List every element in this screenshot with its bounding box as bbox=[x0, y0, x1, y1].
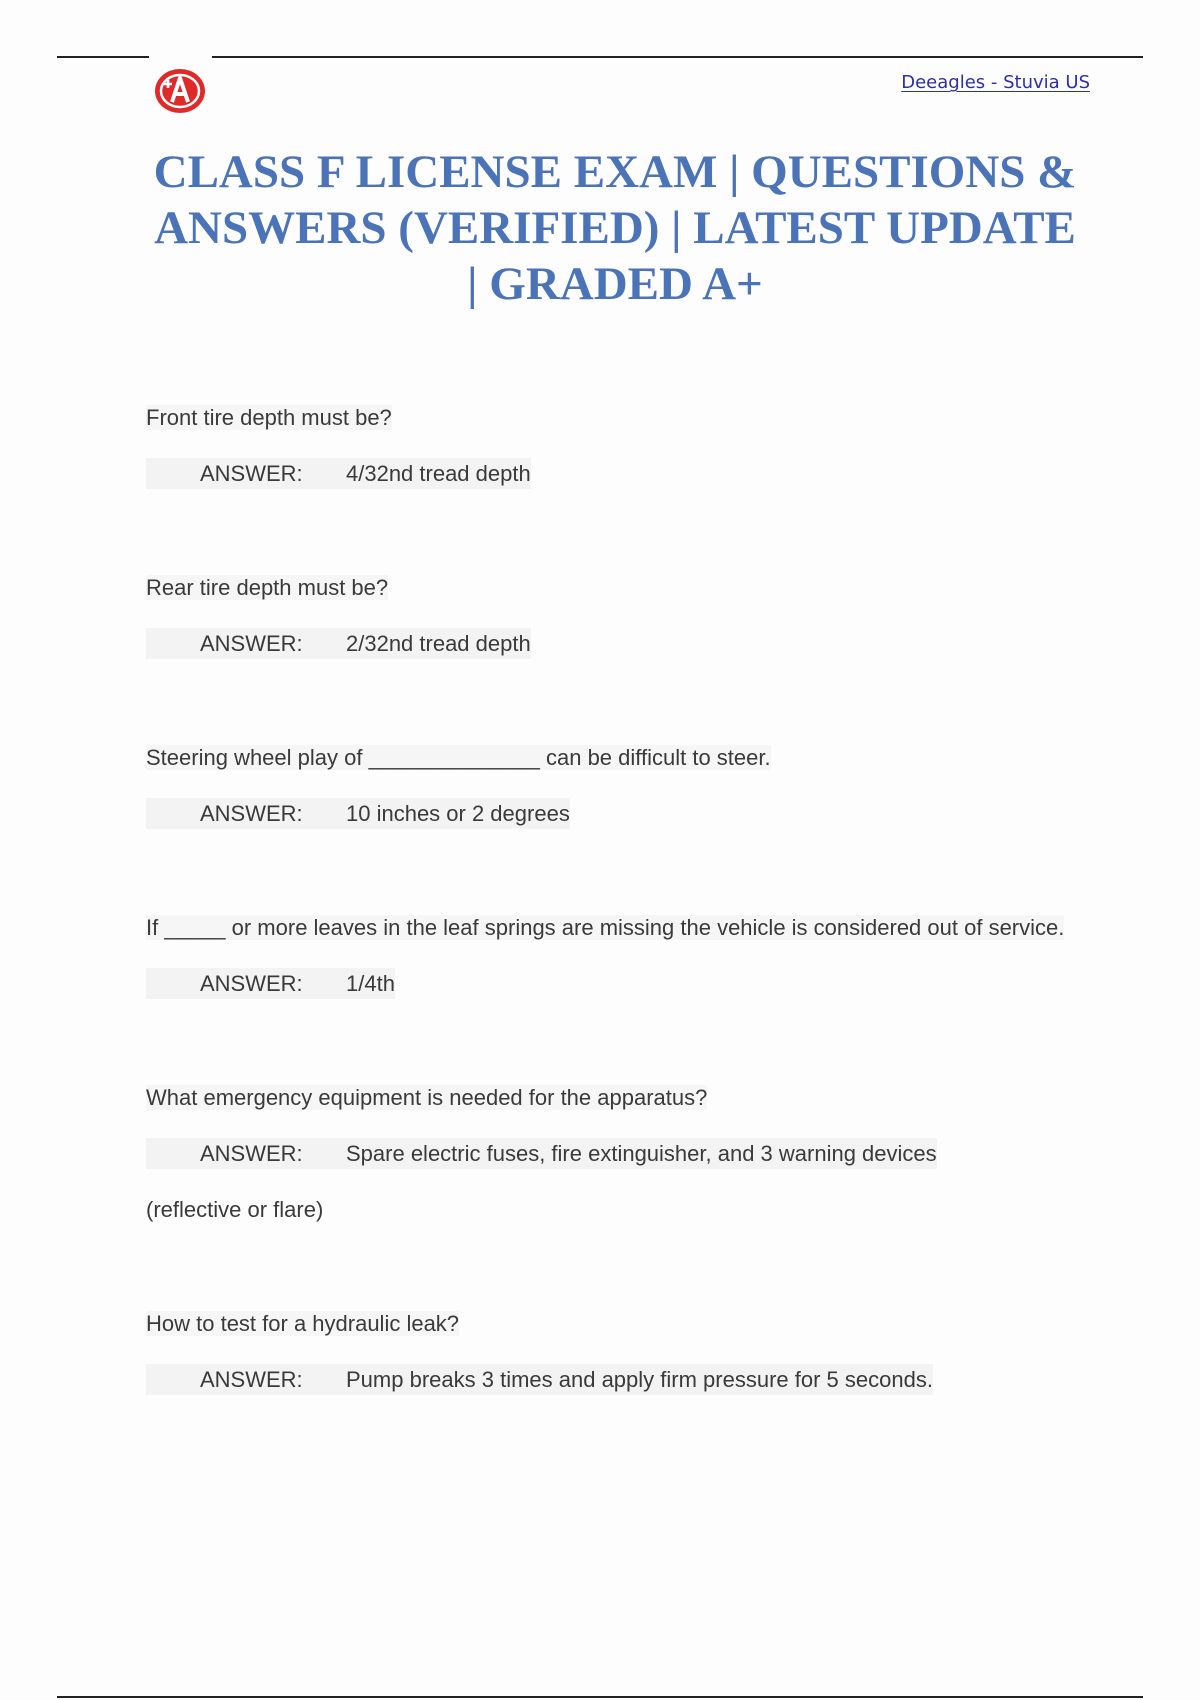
header-rule-right bbox=[212, 56, 1143, 58]
answer-label: ANSWER: bbox=[200, 631, 303, 656]
answer-text: 4/32nd tread depth bbox=[346, 461, 531, 486]
qa-item bbox=[146, 1070, 1076, 1238]
document-title: CLASS F LICENSE EXAM | QUESTIONS & ANSWERS (VERIFIED) | LATEST UPDATE | GRADED A+ bbox=[153, 146, 1077, 310]
question-text: If _____ or more leaves in the leaf springs are missing the vehicle is considered out of service. bbox=[146, 915, 1065, 940]
footer-rule bbox=[57, 1696, 1143, 1698]
answer-label: ANSWER: bbox=[200, 1367, 303, 1392]
question-text: Rear tire depth must be? bbox=[146, 575, 389, 600]
question-text: Front tire depth must be? bbox=[146, 405, 392, 430]
qa-item bbox=[146, 390, 1076, 502]
qa-item bbox=[146, 730, 1076, 842]
answer-line bbox=[146, 446, 1076, 502]
answer-text: Spare electric fuses, fire extinguisher, and 3 warning devices bbox=[346, 1141, 937, 1166]
answer-label: ANSWER: bbox=[200, 461, 303, 486]
qa-item bbox=[146, 900, 1076, 1012]
qa-item bbox=[146, 560, 1076, 672]
answer-text: Pump breaks 3 times and apply firm pressure for 5 seconds. bbox=[346, 1367, 933, 1392]
question-text: How to test for a hydraulic leak? bbox=[146, 1311, 460, 1336]
answer-line bbox=[146, 616, 1076, 672]
answer-label: ANSWER: bbox=[200, 801, 303, 826]
question-text: What emergency equipment is needed for the apparatus? bbox=[146, 1085, 708, 1110]
red-a-plus-logo-icon bbox=[152, 64, 208, 116]
header-rule-left bbox=[57, 56, 149, 58]
answer-label: ANSWER: bbox=[200, 1141, 303, 1166]
question-text: Steering wheel play of ______________ can be difficult to steer. bbox=[146, 745, 771, 770]
qa-item bbox=[146, 1296, 1076, 1408]
qa-list bbox=[146, 390, 1076, 1466]
answer-line bbox=[146, 1352, 1076, 1408]
answer-line bbox=[146, 956, 1076, 1012]
answer-line bbox=[146, 1126, 1076, 1182]
answer-continuation: (reflective or flare) bbox=[146, 1197, 324, 1222]
answer-label: ANSWER: bbox=[200, 971, 303, 996]
answer-text: 10 inches or 2 degrees bbox=[346, 801, 570, 826]
answer-text: 1/4th bbox=[346, 971, 395, 996]
header-source-link[interactable]: Deeagles - Stuvia US bbox=[901, 72, 1090, 93]
answer-line bbox=[146, 786, 1076, 842]
answer-text: 2/32nd tread depth bbox=[346, 631, 531, 656]
